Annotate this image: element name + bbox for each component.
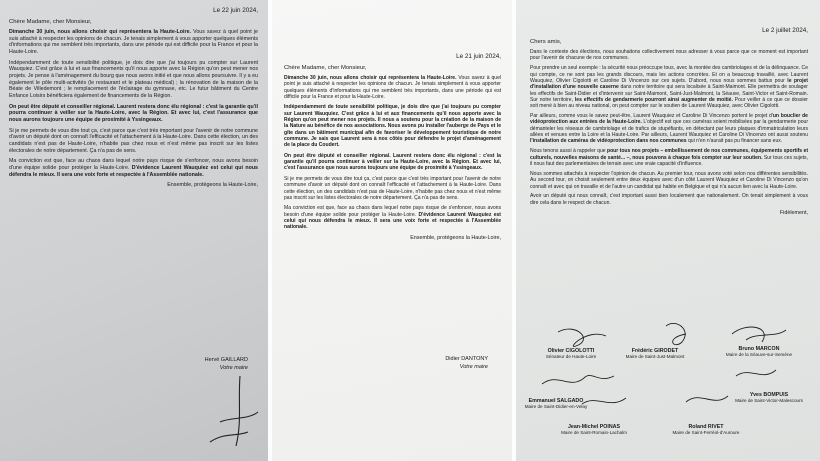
- letter-salutation: Chère Madame, cher Monsieur,: [284, 65, 367, 71]
- letter-paragraph: Ma conviction est que, face au chaos dans lequel notre pays risque de s'enfoncer, nous avons besoin d'une équipe solide pour protéger la Haute-Loire. D'évidence Laurent Wauquiez est celui qui nous défendra le mieux. Il sera une voix forte et respectée à l'Assemblée nationale.: [9, 158, 258, 178]
- letter-paragraph: On peut être député et conseiller régional. Laurent restera donc élu régional : c'est la garantie qu'il pourra continuer à veiller sur la Haute-Loire, avec la Région. Et avec lui, c'est l'assurance que nous aurons toujours une équipe de proximité à Yssingeaux.: [284, 152, 501, 172]
- letter-paragraph: On peut être député et conseiller régional. Laurent restera donc élu régional : c'est la garantie qu'il pourra continuer à veiller sur la Haute-Loire, avec la Région. Et avec lui, c'est l'assurance que nous aurons toujours une équipe de proximité à Yssingeaux.: [9, 103, 258, 124]
- letter-closing: Fidèlement,: [779, 209, 808, 216]
- signer-role: Votre maire: [219, 365, 248, 371]
- signer-block: Roland RIVET Maire de Saint-Ferréol-d'Auroure: [672, 424, 740, 435]
- letter-gaillard: [0, 0, 268, 461]
- letter-closing: Ensemble, protégeons la Haute-Loire,: [167, 182, 258, 189]
- letter-salutation: Chère Madame, cher Monsieur,: [9, 19, 92, 25]
- letter-paragraph: Si je me permets de vous dire tout ça, c'est parce que c'est très important pour l'avenir de notre commune d'avoir un député dont on connaît l'efficacité et l'attachement à la Haute-Loire. Dans cette élection, un des candidats n'est pas de Haute-Loire, n'habite pas chez nous et n'est même pas inscrit sur les listes électorales de notre département. Ça n'a pas de sens.: [284, 175, 501, 201]
- signer-block: Yves BOMPUIS Maire de Saint-Victor-Malescours: [735, 392, 803, 403]
- letter-paragraph: Avoir un député qui nous connaît, c'est important aussi bien localement que nationalement. On tenait simplement à vous dire cela dans le respect de chacun.: [530, 193, 808, 206]
- signer-role: Votre maire: [459, 364, 488, 370]
- signer-name: Hervé GAILLARD: [204, 357, 248, 363]
- letter-paragraph: Dimanche 30 juin, nous allons choisir qui représentera la Haute-Loire. Vous savez à quel point je suis attaché à respecter les opinions de chacun. Je tenais simplement à vous apporter quelques éléments d'informations qui me semblent très importants, dans une période qui est difficile pour la France et pour la Haute-Loire.: [9, 29, 258, 56]
- letter-paragraph: Dans le contexte des élections, nous souhaitons collectivement nous adresser à vous parce que ce moment est important pour l'avenir de chacune de nos communes.: [530, 49, 808, 62]
- letter-dantony: [272, 0, 512, 461]
- letter-date: Le 21 juin 2024,: [456, 53, 501, 60]
- letter-paragraph: Par ailleurs, comme vous le savez peut-être, Laurent Wauquiez et Caroline Di Vincenzo portent le projet d'un bouclier de vidéoprotection aux entrées de la Haute-Loire. L'objectif est que ces caméras soient mobilisées par la gendarmerie pour démanteler les réseaux de cambriolage et de trafics de stupéfiants, en détectant par leurs plaques d'immatriculation leurs allées et venues entre la Loire et la Haute-Loire. Par ailleurs, Laurent Wauquiez et Caroline Di Vincenzo ont aussi soutenu l'installation de caméras de vidéoprotection dans nos communes qui n'en n'aurait pas pu financer sans eux.: [530, 113, 809, 145]
- letter-date: Le 2 juillet 2024,: [762, 27, 808, 34]
- letter-date: Le 22 juin 2024,: [213, 7, 258, 14]
- letter-paragraph: Si je me permets de vous dire tout ça, c'est parce que c'est très important pour l'avenir de notre commune d'avoir un député dont on connaît l'efficacité et l'attachement à la Haute-Loire. Dans cette élection, un des candidats n'est pas de Haute-Loire, n'habite pas chez nous et n'est même pas inscrit sur les listes électorales de notre département. Ça n'a pas de sens.: [9, 127, 258, 154]
- letter-paragraph: Dimanche 30 juin, nous allons choisir qui représentera la Haute-Loire. Vous savez à quel point je suis attaché à respecter les opinions de chacun. Je tenais simplement à vous apporter quelques éléments d'informations qui me semblent très importants, dans une période qui est difficile pour la France et pour la Haute-Loire.: [284, 75, 501, 101]
- signer-block: Emmanuel SALGADO Maire de Saint-Didier-en-Velay: [524, 398, 588, 409]
- handwritten-signature: [200, 372, 260, 452]
- letter-paragraph: Indépendamment de toute sensibilité politique, je dois dire que j'ai toujours pu compter sur Laurent Wauquiez. C'est grâce à lui et aux financements qu'il nous apporte avec la Région qu'on peut mener nos projets. Il nous a soutenu pour la création de la maison de la Nature au bénéfice de nos associations. Nous avons pu installer l'auberge de Pays et le gîte dans un bâtiment municipal afin de favoriser le développement touristique de notre commune. Je sais que Laurent sera à nos côtés pour défendre le projet d'aménagement de la place du Coudert.: [284, 104, 501, 149]
- signer-block: Olivier CIGOLOTTI Sénateur de Haute-Loire: [545, 348, 597, 359]
- signer-block: Jean-Michel POINAS Maire de Saint-Romain-Lachalm: [561, 424, 627, 435]
- letter-closing: Ensemble, protégeons la Haute-Loire,: [410, 234, 501, 241]
- letter-paragraph: Nous tenons aussi à rappeler que pour tous nos projets – embellissement de nos communes, équipements sportifs et culturels, nouvelles maisons de santé... –, nous pouvons à chaque fois compter sur leur soutien. Sur tous ces sujets, il nous faut des parlementaires de terrain avec une vraie capacité d'influence.: [530, 148, 809, 167]
- letter-salutation: Chers amis,: [530, 39, 562, 45]
- signer-block: Frédéric GIRODET Maire de Saint-Just-Malmont: [625, 348, 685, 359]
- letter-paragraph: Nous sommes attachés à respecter l'opinion de chacun. Au premier tour, nous avons voté selon nos différentes sensibilités. Au second tour, on choisit seulement entre deux équipes avec d'un côté Laurent Wauquiez et Caroline Di Vincenzo qu'on connaît et avec qui on travaille et de l'autre un candidat qui habite en Belgique et qui n'a aucun lien avec la Haute-Loire.: [530, 170, 808, 190]
- letter-paragraph: Ma conviction est que, face au chaos dans lequel notre pays risque de s'enfoncer, nous avons besoin d'une équipe solide pour protéger la Haute-Loire. D'évidence Laurent Wauquiez est celui qui nous défendra le mieux. Il sera une voix forte et respectée à l'Assemblée nationale.: [284, 205, 501, 231]
- letter-collective: [516, 0, 820, 461]
- signer-name: Didier DANTONY: [445, 356, 488, 362]
- letter-paragraph: Indépendamment de toute sensibilité politique, je dois dire que j'ai toujours pu compter sur Laurent Wauquiez. C'est grâce à lui et aux financements qu'il nous apporte avec la Région qu'on peut mener nos projets. Je pense à l'aménagement du bourg que nous avons initié et que nous allons poursuivre. Il y a eu également le pôle multi-activités (le restaurant et le plateau médical) ; la rénovation de la maison de la Béate de Villedemont ; le remplacement de l'éclairage du gymnase, etc. Le futur bâtiment du Centre Enfance Loisirs bénéficiera également de financements de la Région.: [9, 59, 258, 100]
- signer-block: Bruno MARCON Maire de la Séauve-sur-Semène: [725, 346, 793, 357]
- letter-paragraph: Pour prendre un seul exemple : la sécurité nous préoccupe tous, avec la montée des cambriolages et de la délinquance. Ce qui compte, ce ne sont pas les grands discours, mais les actions concrètes. Et on a beaucoup travaillé, avec Laurent Wauquiez, Olivier Cigolotti et Caroline Di Vincenzo sur ces sujets. D'abord, nous nous sommes battus pour le projet d'installation d'une nouvelle caserne dans notre territoire qui sera localisée à Saint-Maimont. Elle permettra de soulager les effectifs de Saint-Didier et d'intervenir sur Saint-Maimont, Saint-Just-Malmont, la Séauve, Saint-Victor et Saint-Romain. Sur notre territoire, les effectifs de gendarmerie pourront ainsi augmenter de moitié. Pour veiller à ce que ce dossier soit mené à bien au niveau national, on peut compter sur le soutien de Laurent Wauquiez, avec Olivier Cigolotti.: [530, 65, 808, 110]
